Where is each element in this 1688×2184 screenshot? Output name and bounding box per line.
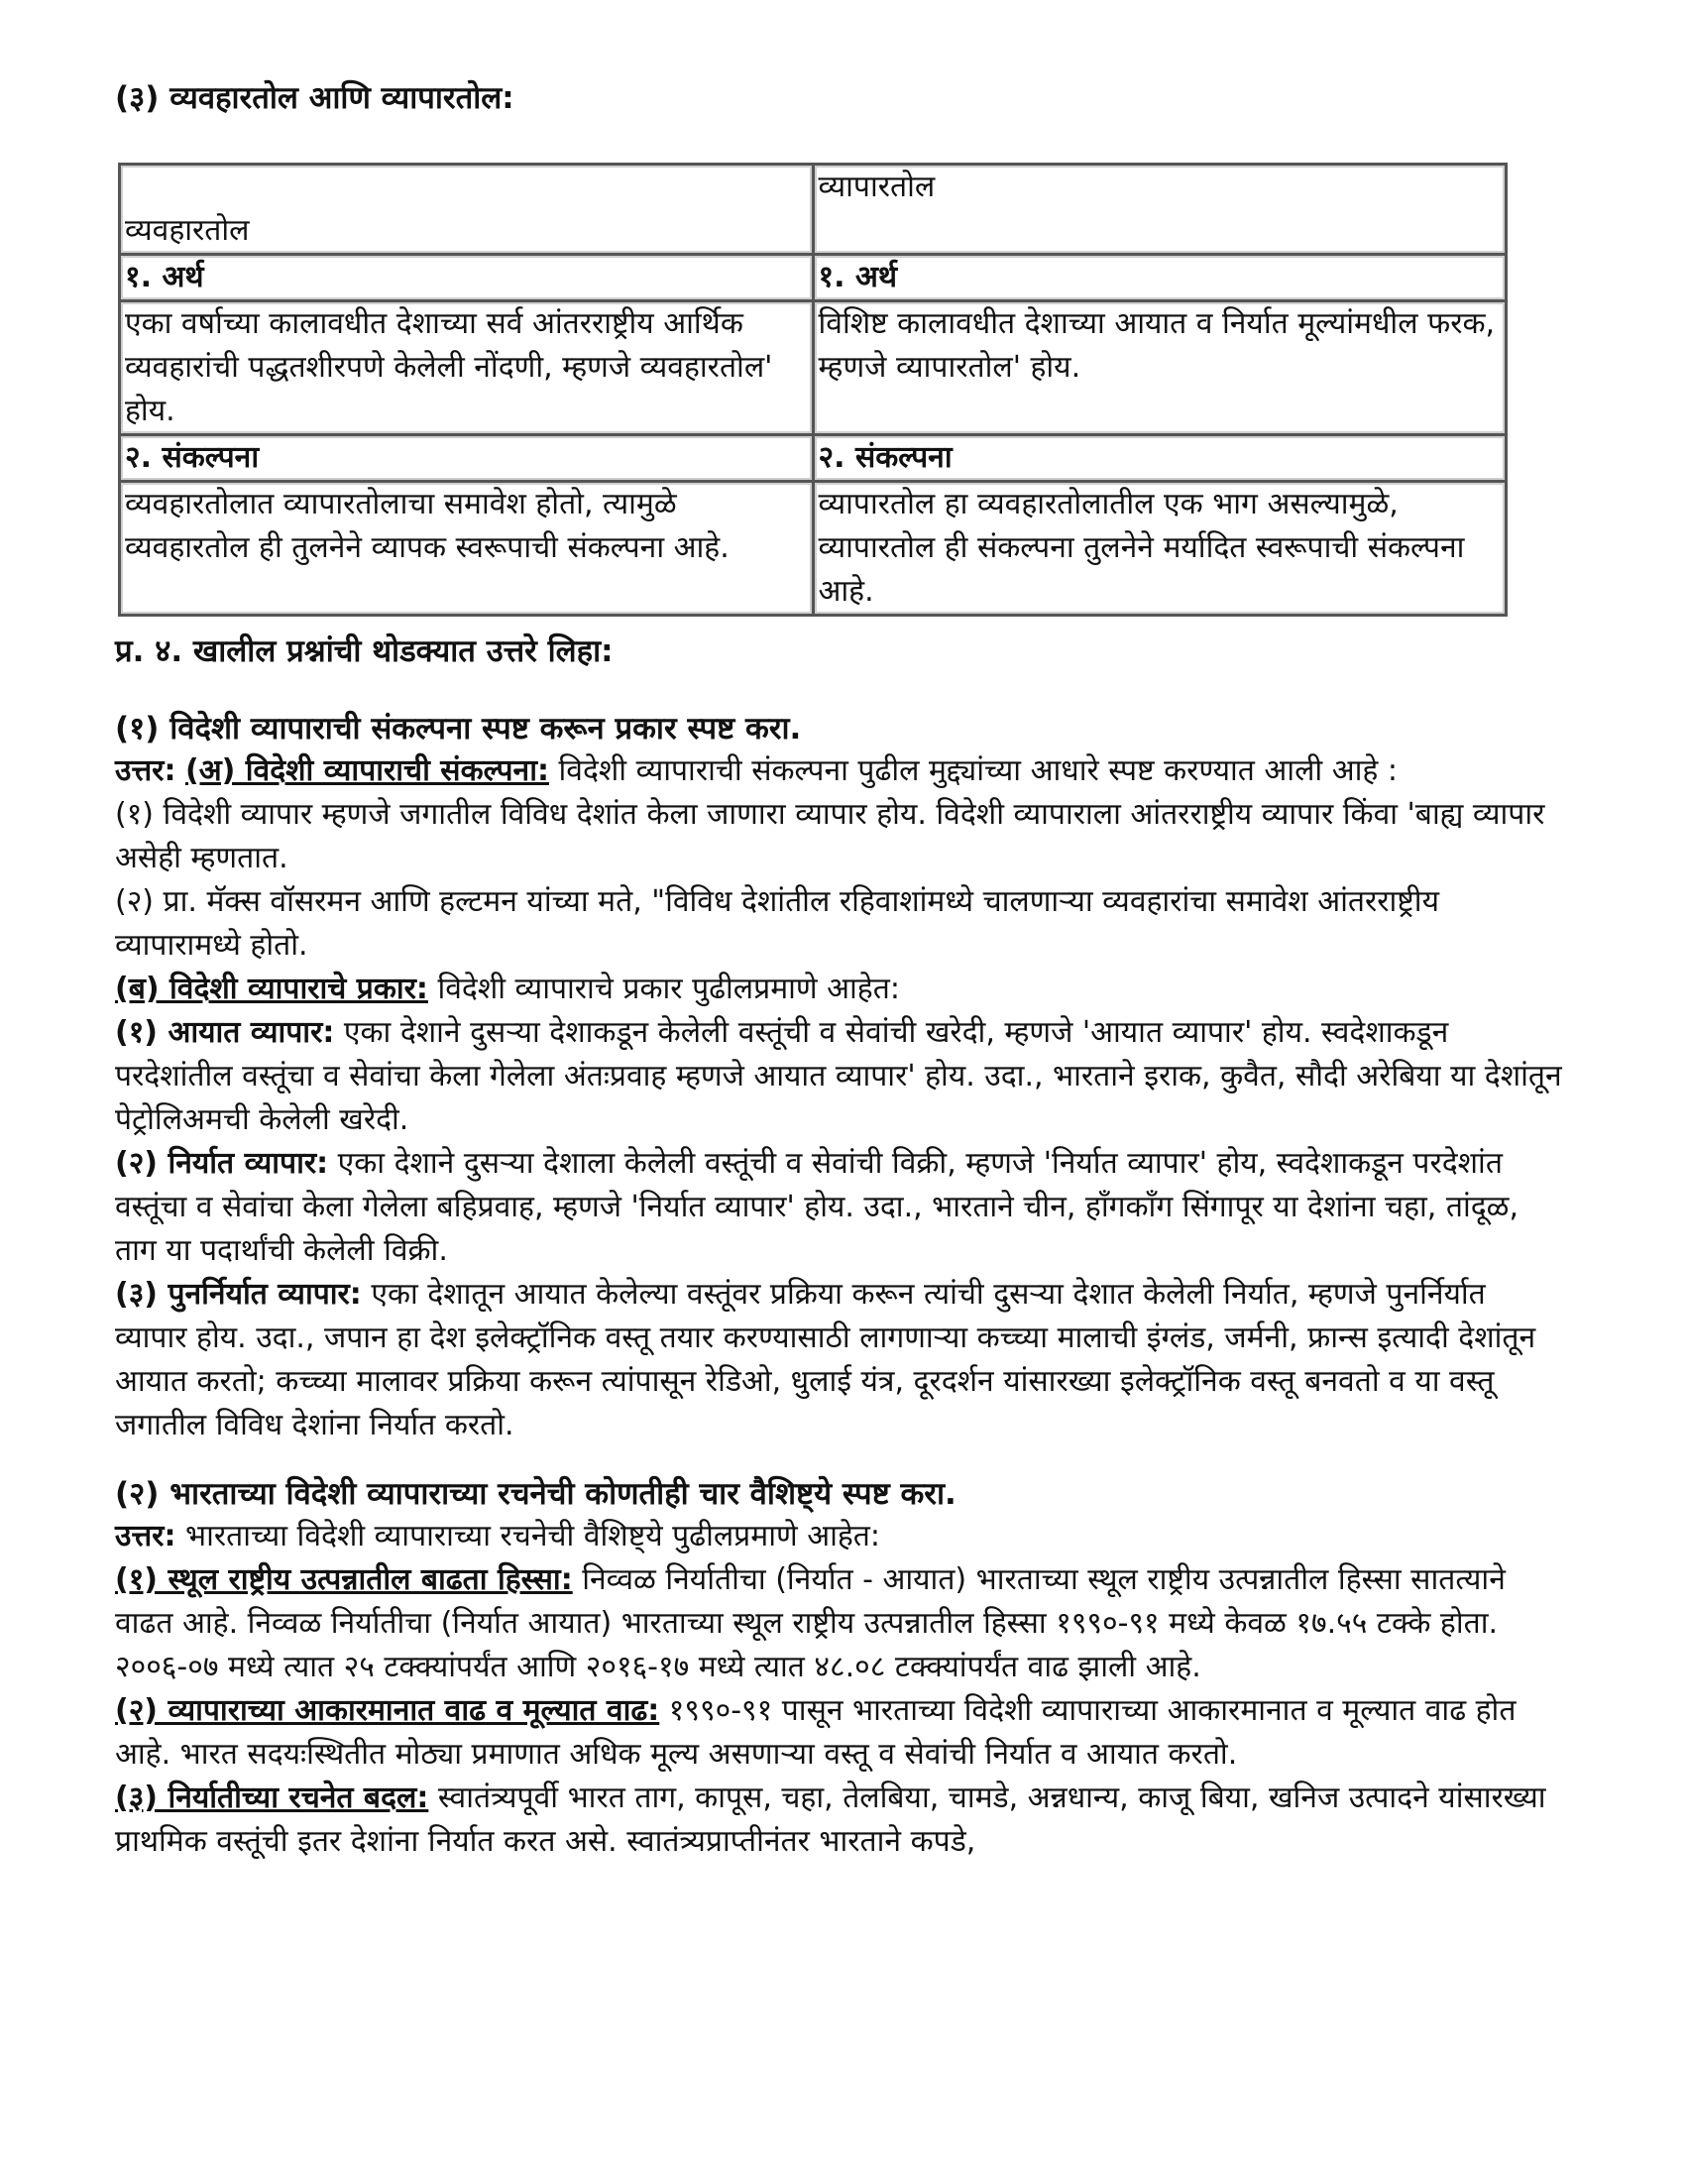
subheading-types: (ब) विदेशी व्यापाराचे प्रकार: [115,972,428,1006]
feature-title: (१) स्थूल राष्ट्रीय उत्पन्नातील बाढता हिस्सा: [115,1562,573,1597]
table-cell: व्यवहारतोलात व्यापारतोलाचा समावेश होतो, त्यामुळे व्यवहारतोल ही तुलनेने व्यापक स्वरूपाची संकल्पना आहे. [120,482,814,616]
answer-intro [115,1515,1562,1558]
column-header-left: व्यवहारतोल [120,165,814,255]
type-import [115,1011,1562,1142]
column-header-right: व्यापारतोल [813,165,1507,255]
feature-1 [115,1558,1562,1689]
type-title: (३) पुनर्निर्यात व्यापार: [115,1277,362,1312]
table-row [120,482,1507,616]
types-text: विदेशी व्यापाराचे प्रकार पुढीलप्रमाणे आहेत: [427,972,900,1006]
feature-text: १९९०-९१ पासून भारताच्या विदेशी व्यापाराच्या आकारमानात व मूल्यात वाढ होत आहे. भारत सदयःस्थितीत मोठ्या प्रमाणात अधिक मूल्य असणाऱ्या वस्तू व सेवांची निर्यात व आयात करतो. [115,1693,1517,1772]
type-text: एका देशाने दुसऱ्या देशाला केलेली वस्तूंची व सेवांची विक्री, म्हणजे 'निर्यात व्यापार' होय, स्वदेशाकडून परदेशांत वस्तूंचा व सेवांचा केला गेलेला बहिप्रवाह, म्हणजे 'निर्यात व्यापार' होय. उदा., भारताने चीन, हाँगकाँग सिंगापूर या देशांना चहा, तांदूळ, ताग या पदार्थांची केलेली विक्री. [115,1146,1519,1268]
type-text: एका देशाने दुसऱ्या देशाकडून केलेली वस्तूंची व सेवांची खरेदी, म्हणजे 'आयात व्यापार' होय. स्वदेशाकडून परदेशांतील वस्तूंचा व सेवांचा केला गेलेला अंतःप्रवाह म्हणजे आयात व्यापार' होय. उदा., भारताने इराक, कुवैत, सौदी अरेबिया या देशांतून पेट्रोलिअमची केलेली खरेदी. [115,1015,1562,1137]
type-title: (१) आयात व्यापार: [115,1015,335,1050]
type-reexport [115,1273,1562,1447]
feature-2 [115,1689,1562,1777]
row-label-concept-right: २. संकल्पना [813,435,1507,482]
feature-3 [115,1777,1562,1864]
answer-label: उत्तर: [115,1519,176,1553]
answer-intro [115,749,1562,793]
comparison-table [118,163,1508,617]
feature-title: (३) निर्यातीच्या रचनेत बदल: [115,1781,429,1815]
subheading-concept: (अ) विदेशी व्यापाराची संकल्पना: [184,753,549,788]
table-cell: विशिष्ट कालावधीत देशाच्या आयात व निर्यात मूल्यांमधील फरक, म्हणजे व्यापारतोल' होय. [813,301,1507,435]
feature-title: (२) व्यापाराच्या आकारमानात वाढ व मूल्यात वाढ: [115,1693,660,1728]
row-label-concept-left: २. संकल्पना [120,435,814,482]
section-heading: (३) व्यवहारतोल आणि व्यापारतोल: [115,80,514,116]
question-1: (१) विदेशी व्यापाराची संकल्पना स्पष्ट करून प्रकार स्पष्ट करा. [115,711,802,747]
table-cell: एका वर्षाच्या कालावधीत देशाच्या सर्व आंतरराष्ट्रीय आर्थिक व्यवहारांची पद्धतशीरपणे केलेली नोंदणी, म्हणजे व्यवहारतोल' होय. [120,301,814,435]
feature-text: निव्वळ निर्यातीचा (निर्यात - आयात) भारताच्या स्थूल राष्ट्रीय उत्पन्नातील हिस्सा सातत्याने वाढत आहे. निव्वळ निर्यातीचा (निर्यात आयात) भारताच्या स्थूल राष्ट्रीय उत्पन्नातील हिस्सा १९९०-९१ मध्ये केवळ १७.५५ टक्के होता. २००६-०७ मध्ये त्यात २५ टक्क्यांपर्यंत आणि २०१६-१७ मध्ये त्यात ४८.०८ टक्क्यांपर्यंत वाढ झाली आहे. [115,1562,1506,1684]
table-cell: व्यापारतोल हा व्यवहारतोलातील एक भाग असल्यामुळे, व्यापारतोल ही संकल्पना तुलनेने मर्यादित स्वरूपाची संकल्पना आहे. [813,482,1507,616]
question-set-heading: प्र. ४. खालील प्रश्नांची थोडक्यात उत्तरे लिहा: [115,633,614,669]
row-label-meaning-right: १. अर्थ [813,255,1507,301]
question-2: (२) भारताच्या विदेशी व्यापाराच्या रचनेची कोणतीही चार वैशिष्ट्ये स्पष्ट करा. [115,1476,957,1512]
table-row [120,435,1507,482]
point-1: (१) विदेशी व्यापार म्हणजे जगातील विविध देशांत केला जाणारा व्यापार होय. विदेशी व्यापाराला आंतरराष्ट्रीय व्यापार किंवा 'बाह्य व्यापार असेही म्हणतात. [115,797,1545,875]
document-page [115,77,1562,1864]
table-row [120,165,1507,255]
types-intro [115,968,1562,1011]
type-export [115,1142,1562,1273]
table-row [120,301,1507,435]
point-2: (२) प्रा. मॅक्स वॉसरमन आणि हल्टमन यांच्या मते, "विविध देशांतील रहिवाशांमध्ये चालणाऱ्या व्यवहारांचा समावेश आंतरराष्ट्रीय व्यापारामध्ये होतो. [115,884,1439,963]
row-label-meaning-left: १. अर्थ [120,255,814,301]
table-row [120,255,1507,301]
answer-label: उत्तर: [115,753,176,788]
answer-text: विदेशी व्यापाराची संकल्पना पुढील मुद्द्यांच्या आधारे स्पष्ट करण्यात आली आहे : [548,753,1398,788]
answer-text: भारताच्या विदेशी व्यापाराच्या रचनेची वैशिष्ट्ये पुढीलप्रमाणे आहेत: [175,1519,880,1553]
type-text: एका देशातून आयात केलेल्या वस्तूंवर प्रक्रिया करून त्यांची दुसऱ्या देशात केलेली निर्यात, म्हणजे पुनर्निर्यात व्यापार होय. उदा., जपान हा देश इलेक्ट्रॉनिक वस्तू तयार करण्यासाठी लागणाऱ्या कच्च्या मालाची इंग्लंड, जर्मनी, फ्रान्स इत्यादी देशांतून आयात करतो; कच्च्या मालावर प्रक्रिया करून त्यांपासून रेडिओ, धुलाई यंत्र, दूरदर्शन यांसारख्या इलेक्ट्रॉनिक वस्तू बनवतो व या वस्तू जगातील विविध देशांना निर्यात करतो. [115,1277,1536,1442]
feature-text: स्वातंत्र्यपूर्वी भारत ताग, कापूस, चहा, तेलबिया, चामडे, अन्नधान्य, काजू बिया, खनिज उत्पादने यांसारख्या प्राथमिक वस्तूंची इतर देशांना निर्यात करत असे. स्वातंत्र्यप्राप्तीनंतर भारताने कपडे, [115,1781,1546,1859]
spacer [115,1447,1562,1473]
type-title: (२) निर्यात व्यापार: [115,1146,329,1181]
